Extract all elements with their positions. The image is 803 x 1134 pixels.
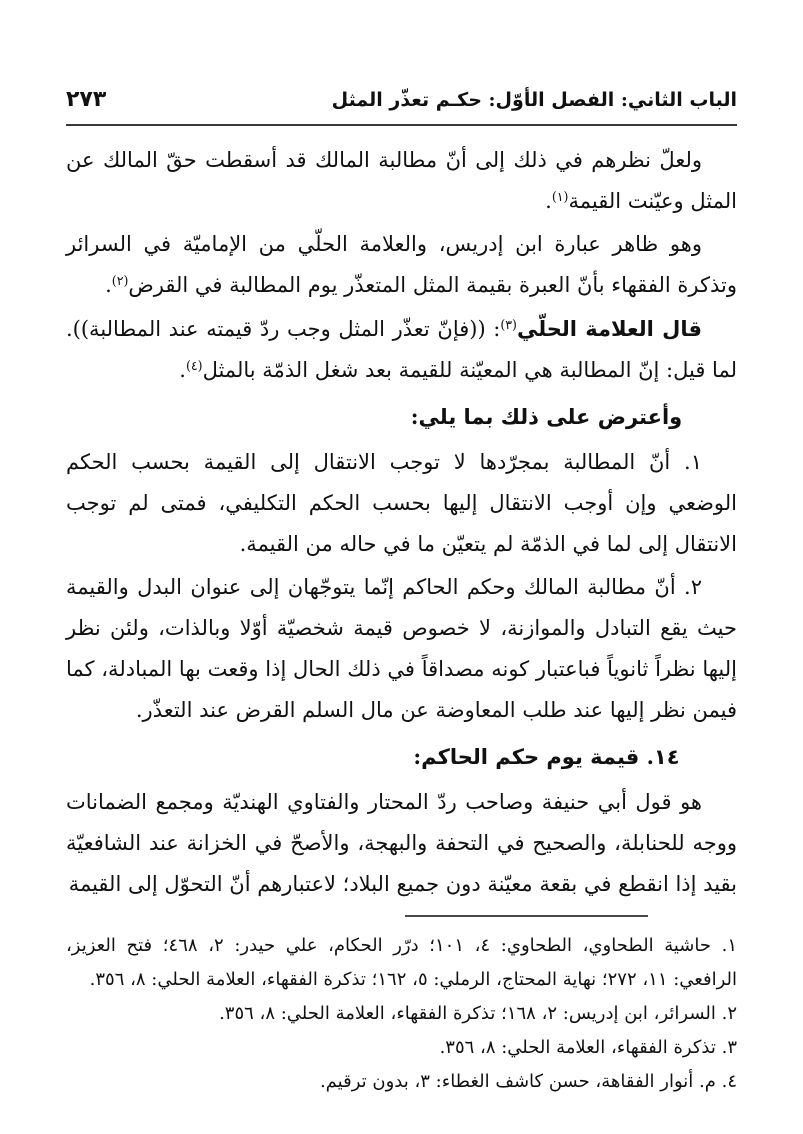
footnote-marker-4: (٤)	[185, 358, 203, 373]
footnote-2: ٢. السرائر، ابن إدريس: ٢، ١٦٨؛ تذكرة الفقهاء، العلامة الحلي: ٨، ٣٥٦.	[219, 1003, 737, 1024]
paragraph-1-tail: .	[545, 189, 552, 213]
paragraph-2-tail: .	[105, 273, 112, 297]
chapter-title: الباب الثاني: الفصل الأوّل: حكـم تعذّر المثل	[331, 89, 737, 111]
paragraph-3	[66, 308, 737, 391]
paragraph-3-text: : ((فإنّ تعذّر المثل وجب ردّ قيمته عند المطالبة)). لما قيل: إنّ المطالبة هي المعيّنة للقيمة بعد شغل الذمّة بالمثل	[66, 317, 737, 382]
footnote-marker-1: (١)	[551, 189, 569, 204]
section-heading-objections: وأعترض على ذلك بما يلي:	[410, 404, 683, 429]
footnotes-section	[66, 929, 737, 1099]
paragraph-2	[66, 224, 737, 306]
numbered-point-1: ١. أنّ المطالبة بمجرّدها لا توجب الانتقال إلى القيمة بحسب الحكم الوضعي وإن أوجب الانتقال إليها بحسب الحكم التكليفي، فمتى لم توجب الانتقال إلى لما في الذمّة لم يتعيّن ما في حاله من القيمة.	[66, 450, 737, 556]
footnote-1: ١. حاشية الطحاوي، الطحاوي: ٤، ١٠١؛ درّر الحكام، علي حيدر: ٢، ٤٦٨؛ فتح العزيز، الرافعي: ١١، ٢٧٢؛ نهاية المحتاج، الرملي: ٥، ١٦٢؛ تذكرة الفقهاء، العلامة الحلي: ٨، ٣٥٦.	[66, 935, 738, 990]
footnote-marker-3: (٣)	[500, 317, 517, 332]
paragraph-2-text: وهو ظاهر عبارة ابن إدريس، والعلامة الحلّي من الإماميّة في السرائر وتذكرة الفقهاء بأنّ العبرة بقيمة المثل المتعذّر يوم المطالبة في القرض	[66, 232, 737, 297]
section-heading-14-value-day-of-ruling: ١٤. قيمة يوم حكم الحاكم:	[413, 744, 680, 769]
paragraph-1-text: ولعلّ نظرهم في ذلك إلى أنّ مطالبة المالك قد أسقطت حقّ المالك عن المثل وعيّنت القيمة	[66, 148, 737, 213]
footnote-4: ٤. م. أنوار الفقاهة، حسن كاشف الغطاء: ٣، بدون ترقيم.	[319, 1071, 737, 1092]
footnote-3: ٣. تذكرة الفقهاء، العلامة الحلي: ٨، ٣٥٦.	[439, 1037, 737, 1058]
page-number: ٢٧٣	[66, 86, 107, 112]
paragraph-4: هو قول أبي حنيفة وصاحب ردّ المحتار والفتاوي الهنديّة ومجمع الضمانات ووجه للحنابلة، والصحيح في التحفة والبهجة، والأصحّ في الخزانة عند الشافعيّة بقيد إذا انقطع في بقعة معيّنة دون جميع البلاد؛ لاعتبارهم أنّ التحوّل إلى القيمة	[66, 790, 737, 896]
paragraph-3-bold-lead: قال العلامة الحلّي	[516, 316, 702, 341]
footnote-separator-rule	[405, 915, 648, 917]
page-header	[66, 86, 737, 126]
footnote-marker-2: (٢)	[111, 273, 129, 288]
paragraph-3-tail: .	[179, 358, 186, 382]
page-body	[66, 140, 737, 905]
numbered-point-2: ٢. أنّ مطالبة المالك وحكم الحاكم إنّما يتوجّهان إلى عنوان البدل والقيمة حيث يقع التبادل والموازنة، لا خصوص قيمة شخصيّة أوّلا وبالذات، ولئن نظر إليها نظراً ثانوياً فباعتبار كونه مصداقاً في ذلك الحال إذا وقعت بها المبادلة، كما فيمن نظر إليها عند طلب المعاوضة عن مال السلم القرض عند التعذّر.	[66, 575, 737, 722]
paragraph-1	[66, 140, 737, 222]
